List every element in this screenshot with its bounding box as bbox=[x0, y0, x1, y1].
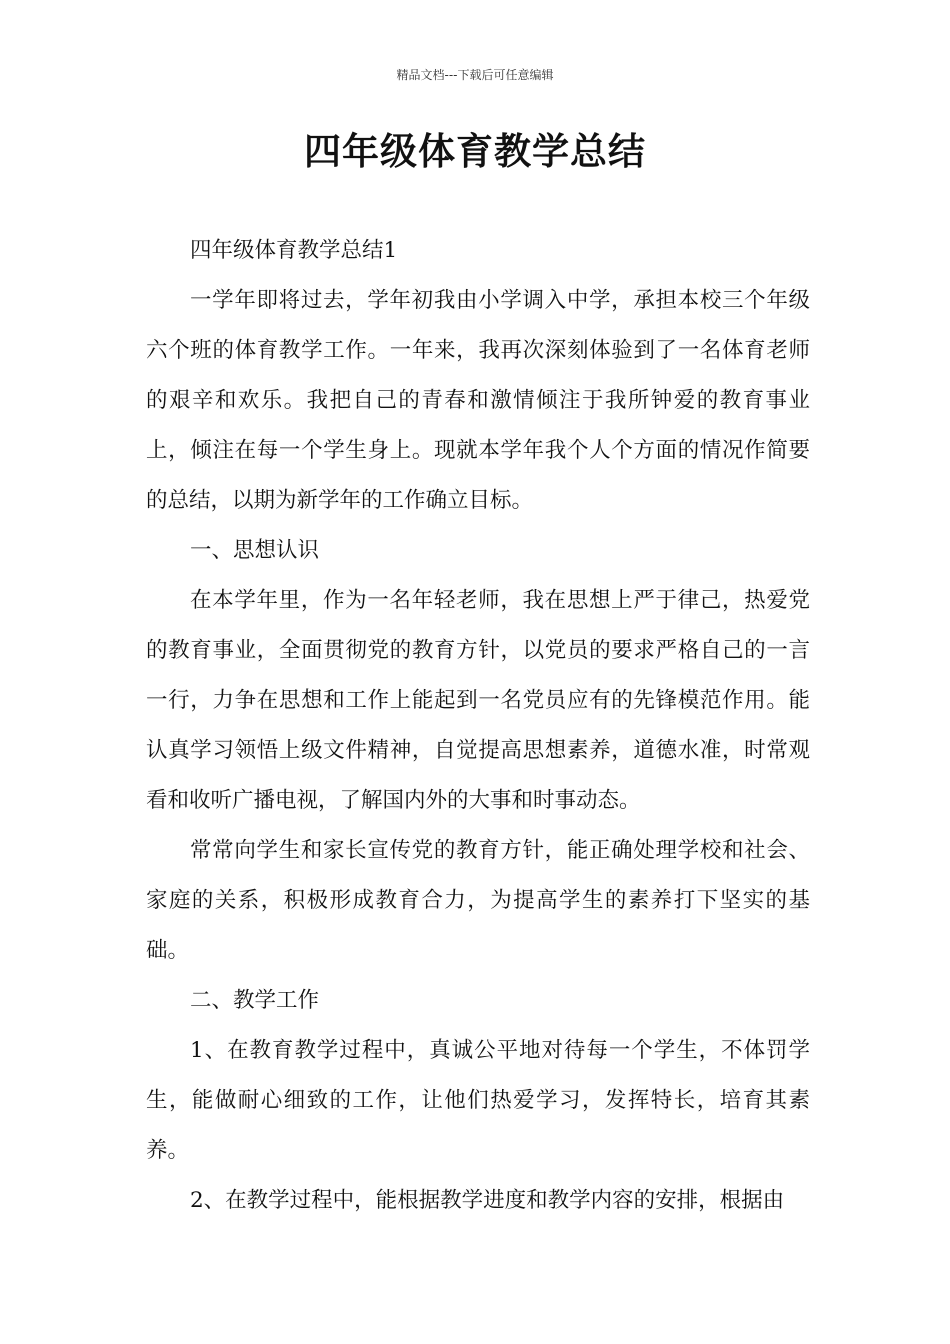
teaching-item-1: 1、在教育教学过程中，真诚公平地对待每一个学生，不体罚学生，能做耐心细致的工作，让他们热爱学习，发挥特长，培育其素养。 bbox=[146, 1038, 810, 1163]
document-title: 四年级体育教学总结 bbox=[304, 130, 646, 173]
publicity-paragraph: 常常向学生和家长宣传党的教育方针，能正确处理学校和社会、家庭的关系，积极形成教育合力，为提高学生的素养打下坚实的基础。 bbox=[146, 838, 810, 963]
section-heading-teaching: 二、教学工作 bbox=[190, 988, 320, 1013]
document-body bbox=[146, 226, 810, 1226]
teaching-item-2: 2、在教学过程中，能根据教学进度和教学内容的安排，根据由 bbox=[190, 1188, 785, 1213]
ideology-paragraph: 在本学年里，作为一名年轻老师，我在思想上严于律己，热爱党的教育事业，全面贯彻党的教育方针，以党员的要求严格自己的一言一行，力争在思想和工作上能起到一名党员应有的先锋模范作用。能认真学习领悟上级文件精神，自觉提高思想素养，道德水准，时常观看和收听广播电视，了解国内外的大事和时事动态。 bbox=[146, 588, 810, 813]
intro-paragraph: 一学年即将过去，学年初我由小学调入中学，承担本校三个年级六个班的体育教学工作。一年来，我再次深刻体验到了一名体育老师的艰辛和欢乐。我把自己的青春和激情倾注于我所钟爱的教育事业上，倾注在每一个学生身上。现就本学年我个人个方面的情况作简要的总结，以期为新学年的工作确立目标。 bbox=[146, 288, 810, 513]
document-header-note: 精品文档---下载后可任意编辑 bbox=[396, 68, 554, 82]
section-heading-ideology: 一、思想认识 bbox=[190, 538, 320, 563]
section-subtitle: 四年级体育教学总结1 bbox=[190, 238, 398, 263]
